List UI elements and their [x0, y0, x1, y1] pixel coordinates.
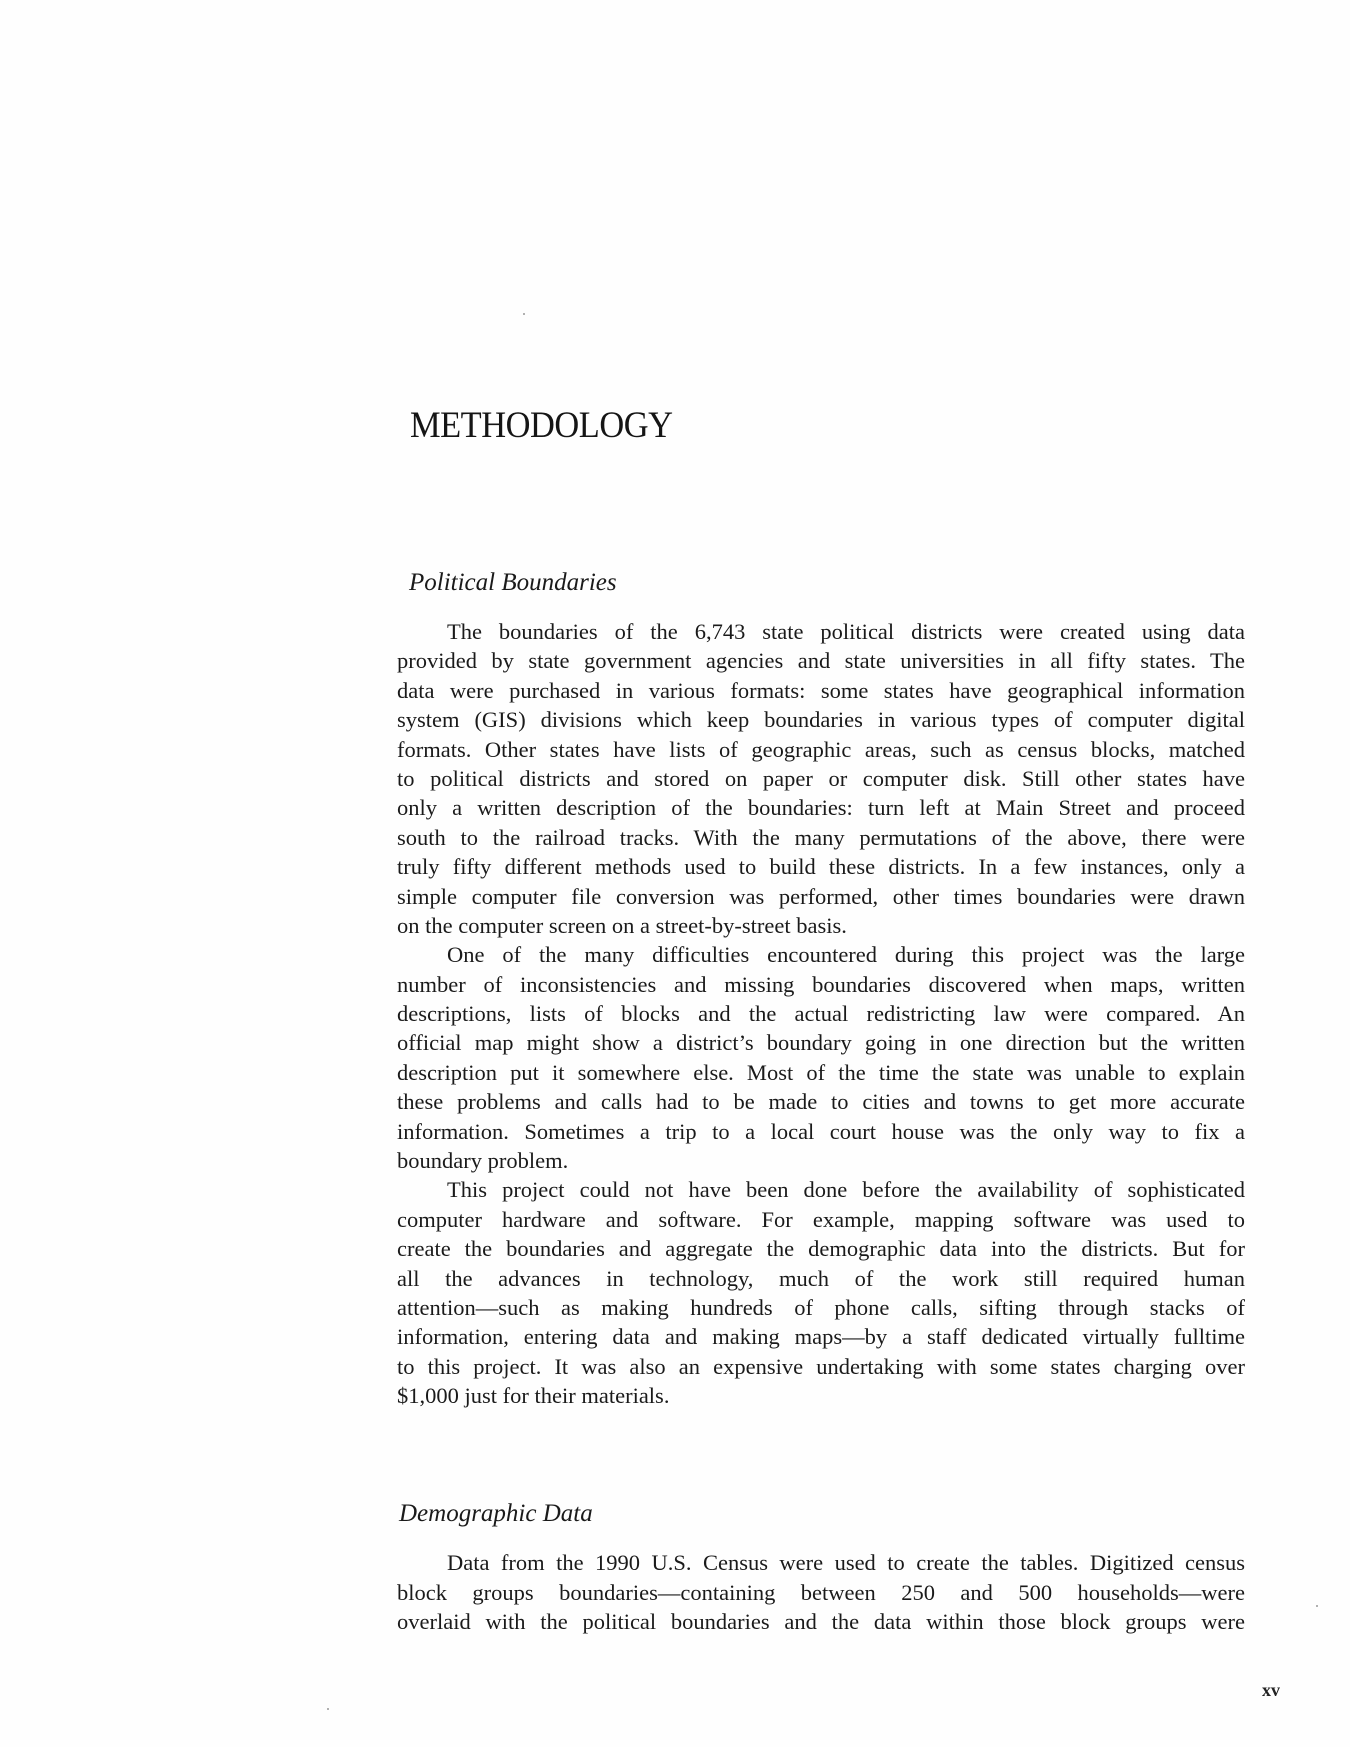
- text-line: Data from the 1990 U.S. Census were used to create the tables. Digitized census: [447, 1550, 1245, 1575]
- page-title: METHODOLOGY: [410, 405, 673, 446]
- text-line: boundary problem.: [397, 1148, 569, 1174]
- text-line: information, entering data and making maps—by a staff dedicated virtually fulltime: [397, 1324, 1245, 1350]
- text-line: south to the railroad tracks. With the many permutations of the above, there were: [397, 824, 1245, 850]
- text-line: descriptions, lists of blocks and the actual redistricting law were compared. An: [397, 1001, 1245, 1027]
- text-line: only a written description of the boundaries: turn left at Main Street and proceed: [397, 795, 1245, 821]
- text-line: all the advances in technology, much of the work still required human: [397, 1265, 1245, 1291]
- text-line: $1,000 just for their materials.: [397, 1383, 670, 1409]
- text-line: simple computer file conversion was performed, other times boundaries were drawn: [397, 883, 1245, 909]
- text-line: system (GIS) divisions which keep boundaries in various types of computer digital: [397, 707, 1245, 733]
- text-line: overlaid with the political boundaries and the data within those block groups were: [397, 1609, 1245, 1635]
- text-line: on the computer screen on a street-by-street basis.: [397, 912, 847, 938]
- section-heading-political-boundaries: Political Boundaries: [409, 569, 617, 596]
- text-line: attention—such as making hundreds of phone calls, sifting through stacks of: [397, 1294, 1245, 1320]
- demographic-data-body: [397, 1548, 1245, 1637]
- scan-speck: [523, 313, 525, 315]
- text-line: block groups boundaries—containing between 250 and 500 households—were: [397, 1579, 1245, 1605]
- section-heading-demographic-data: Demographic Data: [399, 1500, 593, 1527]
- text-line: to this project. It was also an expensive undertaking with some states charging over: [397, 1353, 1245, 1379]
- text-line: these problems and calls had to be made to cities and towns to get more accurate: [397, 1089, 1245, 1115]
- text-line: provided by state government agencies and state universities in all fifty states. The: [397, 648, 1245, 674]
- text-line: create the boundaries and aggregate the demographic data into the districts. But for: [397, 1236, 1245, 1262]
- page-number: xv: [1262, 1680, 1280, 1700]
- text-line: to political districts and stored on paper or computer disk. Still other states have: [397, 765, 1245, 791]
- text-line: official map might show a district’s boundary going in one direction but the written: [397, 1030, 1245, 1056]
- text-line: information. Sometimes a trip to a local court house was the only way to fix a: [397, 1118, 1245, 1144]
- text-line: description put it somewhere else. Most of the time the state was unable to explain: [397, 1059, 1245, 1085]
- text-line: One of the many difficulties encountered during this project was the large: [447, 942, 1245, 968]
- text-line: number of inconsistencies and missing boundaries discovered when maps, written: [397, 971, 1245, 997]
- text-line: data were purchased in various formats: some states have geographical information: [397, 677, 1245, 703]
- text-line: computer hardware and software. For example, mapping software was used to: [397, 1206, 1245, 1232]
- text-line: The boundaries of the 6,743 state political districts were created using data: [447, 619, 1245, 644]
- political-boundaries-body: [397, 617, 1245, 1411]
- scan-speck: [1316, 1605, 1318, 1607]
- text-line: This project could not have been done before the availability of sophisticated: [447, 1177, 1245, 1203]
- text-line: truly fifty different methods used to build these districts. In a few instances, only a: [397, 854, 1245, 880]
- text-line: formats. Other states have lists of geographic areas, such as census blocks, matched: [397, 736, 1245, 762]
- scan-speck: [327, 1708, 329, 1710]
